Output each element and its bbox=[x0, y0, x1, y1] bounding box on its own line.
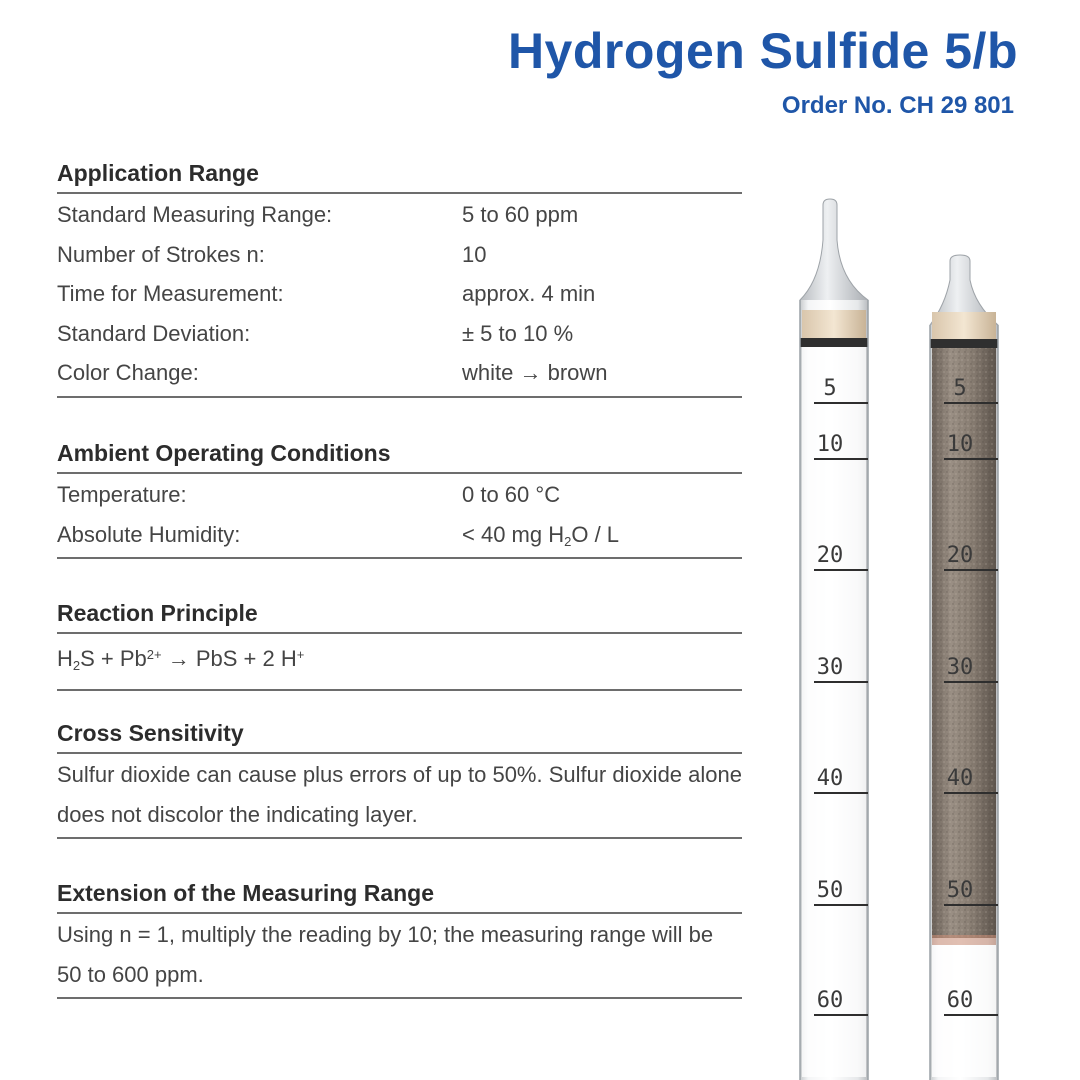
spec-value: white → brown bbox=[462, 360, 608, 385]
scale-label: 50 bbox=[816, 878, 844, 903]
cross-sensitivity-section bbox=[57, 714, 742, 839]
cross-sensitivity-heading: Cross Sensitivity bbox=[57, 714, 742, 754]
extension-text: Using n = 1, multiply the reading by 10; the measuring range will be 50 to 600 ppm. bbox=[57, 922, 714, 987]
spec-label: Number of Strokes n: bbox=[57, 241, 265, 267]
scale-label: 10 bbox=[816, 432, 844, 457]
humidity-value bbox=[462, 515, 742, 555]
order-number: Order No. CH 29 801 bbox=[781, 92, 1014, 119]
humidity-value-text: < 40 mg H bbox=[462, 521, 565, 547]
spec-row bbox=[57, 353, 742, 393]
scale-label: 40 bbox=[946, 766, 974, 791]
application-range-section bbox=[57, 154, 742, 398]
scale-label: 40 bbox=[816, 766, 844, 791]
spec-label: Time for Measurement: bbox=[57, 281, 284, 306]
scale-label: 5 bbox=[823, 376, 837, 401]
extension-heading: Extension of the Measuring Range bbox=[57, 874, 742, 914]
spec-value: approx. 4 min bbox=[462, 281, 596, 306]
scale-label: 30 bbox=[816, 655, 844, 680]
temperature-value: 0 to 60 °C bbox=[462, 482, 561, 507]
spec-value: 5 to 60 ppm bbox=[462, 202, 579, 227]
spec-value: ± 5 to 10 % bbox=[462, 320, 574, 346]
application-range-heading: Application Range bbox=[57, 154, 742, 194]
spec-row bbox=[57, 475, 742, 515]
scale-label: 60 bbox=[946, 988, 974, 1013]
unused-tube bbox=[800, 199, 868, 1080]
eq-subscript: 2 bbox=[72, 658, 81, 673]
extension-section bbox=[57, 874, 742, 999]
spec-value: 10 bbox=[462, 241, 487, 267]
eq-superscript: + bbox=[296, 647, 305, 662]
spec-row bbox=[57, 274, 742, 314]
detector-tubes-image bbox=[790, 195, 1020, 1080]
spec-row bbox=[57, 195, 742, 235]
scale-label: 50 bbox=[946, 878, 974, 903]
humidity-value-unit: O / L bbox=[571, 521, 620, 547]
temperature-label: Temperature: bbox=[57, 482, 187, 507]
scale-label: 30 bbox=[946, 655, 974, 680]
reaction-principle-heading: Reaction Principle bbox=[57, 594, 742, 634]
scale-label: 60 bbox=[816, 988, 844, 1013]
product-title: Hydrogen Sulfide 5/b bbox=[507, 23, 1018, 79]
scale-label: 5 bbox=[953, 376, 967, 401]
eq-part: S + Pb bbox=[80, 646, 147, 671]
spec-label: Standard Measuring Range: bbox=[57, 202, 333, 227]
scale-label: 10 bbox=[946, 432, 974, 457]
spec-row bbox=[57, 235, 742, 275]
ambient-conditions-heading: Ambient Operating Conditions bbox=[57, 434, 742, 474]
spec-label: Color Change: bbox=[57, 360, 199, 385]
eq-superscript: 2+ bbox=[146, 647, 162, 662]
reaction-principle-section bbox=[57, 594, 742, 691]
ambient-conditions-section bbox=[57, 434, 742, 559]
cross-sensitivity-text: Sulfur dioxide can cause plus errors of up to 50%. Sulfur dioxide alone does not discolor the indicating layer. bbox=[57, 762, 742, 827]
spec-label: Standard Deviation: bbox=[57, 320, 251, 346]
reaction-equation bbox=[57, 635, 742, 686]
spec-row bbox=[57, 314, 742, 354]
scale-label: 20 bbox=[946, 543, 974, 568]
humidity-label: Absolute Humidity: bbox=[57, 521, 241, 547]
eq-part: H bbox=[57, 646, 73, 671]
scale-label: 20 bbox=[816, 543, 844, 568]
spec-row bbox=[57, 515, 742, 555]
eq-part: → PbS + 2 H bbox=[161, 646, 297, 671]
humidity-subscript: 2 bbox=[564, 533, 572, 549]
